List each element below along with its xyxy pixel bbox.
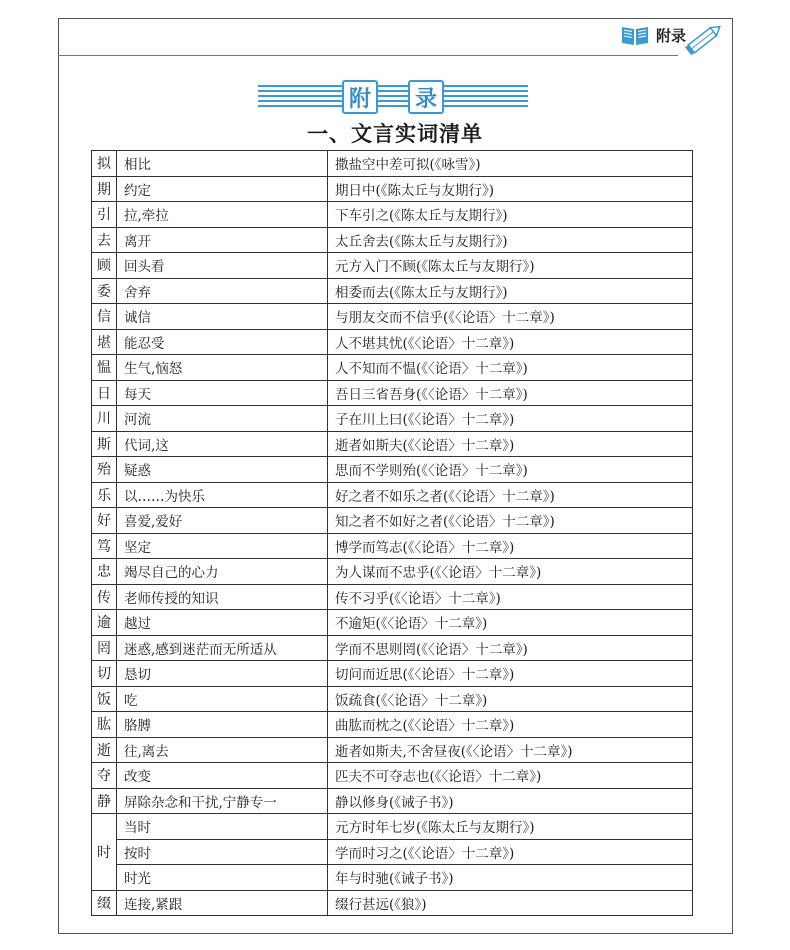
word-cell: 堪 <box>92 329 117 355</box>
table-row <box>92 661 693 687</box>
meaning-cell: 以……为快乐 <box>117 482 328 508</box>
meaning-cell: 时光 <box>117 865 328 891</box>
word-cell: 切 <box>92 661 117 687</box>
example-cell: 人不知而不愠(《〈论语〉十二章》) <box>328 355 693 381</box>
meaning-cell: 吃 <box>117 686 328 712</box>
example-cell: 学而不思则罔(《〈论语〉十二章》) <box>328 635 693 661</box>
meaning-cell: 迷惑,感到迷茫而无所适从 <box>117 635 328 661</box>
word-cell: 斯 <box>92 431 117 457</box>
banner-char-box-2 <box>408 80 444 114</box>
word-cell: 信 <box>92 304 117 330</box>
meaning-cell: 连接,紧跟 <box>117 890 328 916</box>
example-cell: 切问而近思(《〈论语〉十二章》) <box>328 661 693 687</box>
table-row <box>92 508 693 534</box>
meaning-cell: 回头看 <box>117 253 328 279</box>
example-cell: 博学而笃志(《〈论语〉十二章》) <box>328 533 693 559</box>
word-cell: 委 <box>92 278 117 304</box>
banner-char-box-1 <box>342 80 378 114</box>
example-cell: 元方入门不顾(《陈太丘与友期行》) <box>328 253 693 279</box>
meaning-cell: 喜爱,爱好 <box>117 508 328 534</box>
table-row <box>92 890 693 916</box>
example-cell: 人不堪其忧(《〈论语〉十二章》) <box>328 329 693 355</box>
table-row <box>92 865 693 891</box>
table-row <box>92 202 693 228</box>
example-cell: 太丘舍去(《陈太丘与友期行》) <box>328 227 693 253</box>
word-cell: 饭 <box>92 686 117 712</box>
example-cell: 年与时驰(《诫子书》) <box>328 865 693 891</box>
meaning-cell: 竭尽自己的心力 <box>117 559 328 585</box>
example-cell: 元方时年七岁(《陈太丘与友期行》) <box>328 814 693 840</box>
example-cell: 好之者不如乐之者(《〈论语〉十二章》) <box>328 482 693 508</box>
meaning-cell: 屏除杂念和干扰,宁静专一 <box>117 788 328 814</box>
word-cell: 拟 <box>92 151 117 177</box>
example-cell: 静以修身(《诫子书》) <box>328 788 693 814</box>
appendix-banner <box>258 80 528 114</box>
meaning-cell: 恳切 <box>117 661 328 687</box>
meaning-cell: 能忍受 <box>117 329 328 355</box>
word-cell: 逝 <box>92 737 117 763</box>
word-cell: 静 <box>92 788 117 814</box>
meaning-cell: 当时 <box>117 814 328 840</box>
meaning-cell: 改变 <box>117 763 328 789</box>
table-row <box>92 329 693 355</box>
word-cell: 期 <box>92 176 117 202</box>
table-row <box>92 610 693 636</box>
word-cell: 忠 <box>92 559 117 585</box>
table-row <box>92 431 693 457</box>
table-row <box>92 304 693 330</box>
example-cell: 曲肱而枕之(《〈论语〉十二章》) <box>328 712 693 738</box>
table-row <box>92 839 693 865</box>
table-row <box>92 712 693 738</box>
word-cell: 罔 <box>92 635 117 661</box>
word-cell: 引 <box>92 202 117 228</box>
table-row <box>92 686 693 712</box>
meaning-cell: 老师传授的知识 <box>117 584 328 610</box>
banner-char-2: 录 <box>414 86 437 112</box>
table-row <box>92 482 693 508</box>
example-cell: 学而时习之(《〈论语〉十二章》) <box>328 839 693 865</box>
example-cell: 知之者不如好之者(《〈论语〉十二章》) <box>328 508 693 534</box>
table-row <box>92 814 693 840</box>
header-rule <box>58 55 678 56</box>
header-tab <box>620 24 686 46</box>
table-row <box>92 151 693 177</box>
meaning-cell: 诚信 <box>117 304 328 330</box>
example-cell: 子在川上曰(《〈论语〉十二章》) <box>328 406 693 432</box>
vocab-table <box>91 150 693 916</box>
meaning-cell: 拉,牵拉 <box>117 202 328 228</box>
meaning-cell: 舍弃 <box>117 278 328 304</box>
word-cell: 笃 <box>92 533 117 559</box>
example-cell: 逝者如斯夫(《〈论语〉十二章》) <box>328 431 693 457</box>
meaning-cell: 胳膊 <box>117 712 328 738</box>
table-row <box>92 635 693 661</box>
example-cell: 不逾矩(《〈论语〉十二章》) <box>328 610 693 636</box>
meaning-cell: 相比 <box>117 151 328 177</box>
example-cell: 吾日三省吾身(《〈论语〉十二章》) <box>328 380 693 406</box>
word-cell: 夺 <box>92 763 117 789</box>
example-cell: 传不习乎(《〈论语〉十二章》) <box>328 584 693 610</box>
word-cell: 好 <box>92 508 117 534</box>
meaning-cell: 疑惑 <box>117 457 328 483</box>
table-row <box>92 763 693 789</box>
meaning-cell: 每天 <box>117 380 328 406</box>
example-cell: 与朋友交而不信乎(《〈论语〉十二章》) <box>328 304 693 330</box>
table-row <box>92 457 693 483</box>
meaning-cell: 往,离去 <box>117 737 328 763</box>
example-cell: 期日中(《陈太丘与友期行》) <box>328 176 693 202</box>
example-cell: 逝者如斯夫,不舍昼夜(《〈论语〉十二章》) <box>328 737 693 763</box>
banner-char-1: 附 <box>348 86 371 112</box>
table-row <box>92 253 693 279</box>
table-row <box>92 788 693 814</box>
example-cell: 为人谋而不忠乎(《〈论语〉十二章》) <box>328 559 693 585</box>
meaning-cell: 越过 <box>117 610 328 636</box>
word-cell: 日 <box>92 380 117 406</box>
example-cell: 思而不学则殆(《〈论语〉十二章》) <box>328 457 693 483</box>
banner-stripes <box>258 85 528 110</box>
table-row <box>92 406 693 432</box>
word-cell: 传 <box>92 584 117 610</box>
table-row <box>92 533 693 559</box>
meaning-cell: 河流 <box>117 406 328 432</box>
meaning-cell: 代词,这 <box>117 431 328 457</box>
word-cell: 缀 <box>92 890 117 916</box>
word-cell: 愠 <box>92 355 117 381</box>
word-cell: 乐 <box>92 482 117 508</box>
word-cell: 顾 <box>92 253 117 279</box>
example-cell: 相委而去(《陈太丘与友期行》) <box>328 278 693 304</box>
meaning-cell: 离开 <box>117 227 328 253</box>
word-cell: 去 <box>92 227 117 253</box>
table-row <box>92 380 693 406</box>
table-row <box>92 227 693 253</box>
example-cell: 撒盐空中差可拟(《咏雪》) <box>328 151 693 177</box>
table-row <box>92 559 693 585</box>
word-cell: 殆 <box>92 457 117 483</box>
word-cell: 肱 <box>92 712 117 738</box>
meaning-cell: 按时 <box>117 839 328 865</box>
table-row <box>92 355 693 381</box>
header-label: 附录 <box>656 26 687 45</box>
example-cell: 饭疏食(《〈论语〉十二章》) <box>328 686 693 712</box>
word-cell: 逾 <box>92 610 117 636</box>
table-row <box>92 176 693 202</box>
table-row <box>92 737 693 763</box>
meaning-cell: 约定 <box>117 176 328 202</box>
table-row <box>92 278 693 304</box>
open-book-icon <box>620 24 650 46</box>
word-cell: 川 <box>92 406 117 432</box>
pencil-icon <box>682 20 726 58</box>
section-title: 一、文言实词清单 <box>307 121 483 146</box>
example-cell: 缀行甚远(《狼》) <box>328 890 693 916</box>
word-cell: 时 <box>92 814 117 891</box>
table-row <box>92 584 693 610</box>
example-cell: 匹夫不可夺志也(《〈论语〉十二章》) <box>328 763 693 789</box>
meaning-cell: 生气,恼怒 <box>117 355 328 381</box>
example-cell: 下车引之(《陈太丘与友期行》) <box>328 202 693 228</box>
meaning-cell: 坚定 <box>117 533 328 559</box>
